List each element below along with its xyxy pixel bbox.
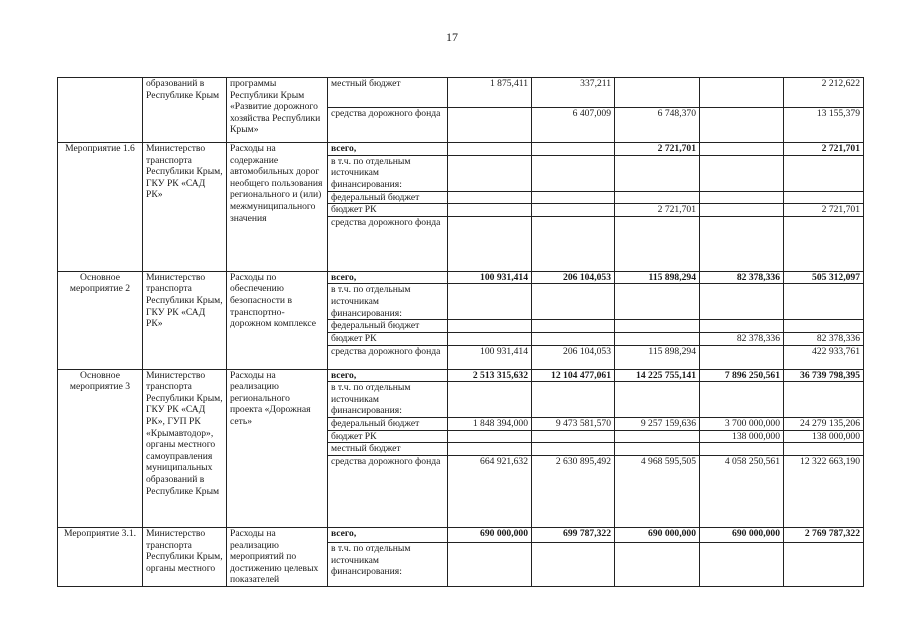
value-cell: 690 000,000 — [615, 527, 700, 542]
value-cell: 82 378,336 — [700, 332, 784, 345]
value-cell: 664 921,632 — [448, 455, 532, 527]
total-cell: 422 933,761 — [784, 345, 864, 369]
value-cell: 2 630 895,492 — [532, 455, 615, 527]
value-cell: 690 000,000 — [700, 527, 784, 542]
value-cell: 4 058 250,561 — [700, 455, 784, 527]
source-label: федеральный бюджет — [328, 191, 448, 204]
value-cell: 7 896 250,561 — [700, 369, 784, 382]
value-cell: 115 898,294 — [615, 345, 700, 369]
source-label: средства дорожного фонда — [328, 345, 448, 369]
executor-cell: Министерство транспорта Республики Крым, ГКУ РК «САД РК» — [143, 271, 227, 369]
source-label: средства дорожного фонда — [328, 216, 448, 271]
source-label: федеральный бюджет — [328, 320, 448, 333]
value-cell: 138 000,000 — [700, 430, 784, 443]
table-row — [58, 78, 864, 108]
source-label: всего, — [328, 369, 448, 382]
description-cell: Расходы по обеспечению безопасности в транспортно-дорожном комплексе — [227, 271, 328, 369]
executor-cell: Министерство транспорта Республики Крым, органы местного — [143, 527, 227, 586]
value-cell: 690 000,000 — [448, 527, 532, 542]
value-cell — [700, 143, 784, 156]
value-cell: 100 931,414 — [448, 345, 532, 369]
source-label: всего, — [328, 143, 448, 156]
executor-cell: образований в Республике Крым — [143, 78, 227, 143]
source-label: местный бюджет — [328, 443, 448, 456]
measure-name-cell — [58, 78, 143, 143]
value-cell: 2 721,701 — [615, 204, 700, 217]
value-cell: 14 225 755,141 — [615, 369, 700, 382]
total-cell: 24 279 135,206 — [784, 418, 864, 431]
total-cell: 13 155,379 — [784, 108, 864, 143]
value-cell: 9 257 159,636 — [615, 418, 700, 431]
value-cell: 2 721,701 — [615, 143, 700, 156]
total-cell: 82 378,336 — [784, 332, 864, 345]
description-cell: программы Республики Крым «Развитие дорожного хозяйства Республики Крым» — [227, 78, 328, 143]
value-cell: 3 700 000,000 — [700, 418, 784, 431]
value-cell: 9 473 581,570 — [532, 418, 615, 431]
value-cell — [532, 143, 615, 156]
value-cell — [448, 108, 532, 143]
description-cell: Расходы на реализацию мероприятий по достижению целевых показателей — [227, 527, 328, 586]
executor-cell: Министерство транспорта Республики Крым, ГКУ РК «САД РК», ГУП РК «Крымавтодор», органы местного самоуправления муниципальных образований в Республике Крым — [143, 369, 227, 527]
total-cell: 36 739 798,395 — [784, 369, 864, 382]
source-label: всего, — [328, 271, 448, 284]
source-label: в т.ч. по отдельным источникам финансирования: — [328, 155, 448, 191]
value-cell: 6 748,370 — [615, 108, 700, 143]
source-label: местный бюджет — [328, 78, 448, 108]
value-cell: 82 378,336 — [700, 271, 784, 284]
source-label: бюджет РК — [328, 204, 448, 217]
source-label: всего, — [328, 527, 448, 542]
value-cell — [700, 108, 784, 143]
total-cell: 2 721,701 — [784, 204, 864, 217]
source-label: средства дорожного фонда — [328, 108, 448, 143]
source-label: бюджет РК — [328, 430, 448, 443]
table-row — [58, 369, 864, 382]
value-cell: 206 104,053 — [532, 345, 615, 369]
total-cell: 505 312,097 — [784, 271, 864, 284]
value-cell: 2 513 315,632 — [448, 369, 532, 382]
budget-table — [57, 77, 864, 587]
value-cell — [700, 78, 784, 108]
page-number: 17 — [446, 30, 458, 44]
value-cell: 1 875,411 — [448, 78, 532, 108]
value-cell: 699 787,322 — [532, 527, 615, 542]
executor-cell: Министерство транспорта Республики Крым, ГКУ РК «САД РК» — [143, 143, 227, 272]
value-cell: 100 931,414 — [448, 271, 532, 284]
value-cell: 337,211 — [532, 78, 615, 108]
source-label: федеральный бюджет — [328, 418, 448, 431]
value-cell: 1 848 394,000 — [448, 418, 532, 431]
total-cell: 2 721,701 — [784, 143, 864, 156]
source-label: средства дорожного фонда — [328, 455, 448, 527]
measure-name-cell: Мероприятие 1.6 — [58, 143, 143, 272]
value-cell — [448, 143, 532, 156]
total-cell: 2 769 787,322 — [784, 527, 864, 542]
total-cell: 2 212,622 — [784, 78, 864, 108]
table-row — [58, 143, 864, 156]
table-row — [58, 271, 864, 284]
value-cell: 4 968 595,505 — [615, 455, 700, 527]
description-cell: Расходы на реализацию регионального проекта «Дорожная сеть» — [227, 369, 328, 527]
total-cell: 138 000,000 — [784, 430, 864, 443]
source-label: в т.ч. по отдельным источникам финансирования: — [328, 382, 448, 418]
value-cell: 115 898,294 — [615, 271, 700, 284]
measure-name-cell: Основное мероприятие 2 — [58, 271, 143, 369]
value-cell: 12 104 477,061 — [532, 369, 615, 382]
description-cell: Расходы на содержание автомобильных дорог необщего пользования регионального и (или) межмуниципального значения — [227, 143, 328, 272]
table-row — [58, 527, 864, 542]
value-cell: 6 407,009 — [532, 108, 615, 143]
value-cell — [615, 78, 700, 108]
value-cell: 206 104,053 — [532, 271, 615, 284]
measure-name-cell: Мероприятие 3.1. — [58, 527, 143, 586]
source-label: в т.ч. по отдельным источникам финансирования: — [328, 543, 448, 587]
source-label: бюджет РК — [328, 332, 448, 345]
source-label: в т.ч. по отдельным источникам финансирования: — [328, 284, 448, 320]
total-cell: 12 322 663,190 — [784, 455, 864, 527]
measure-name-cell: Основное мероприятие 3 — [58, 369, 143, 527]
